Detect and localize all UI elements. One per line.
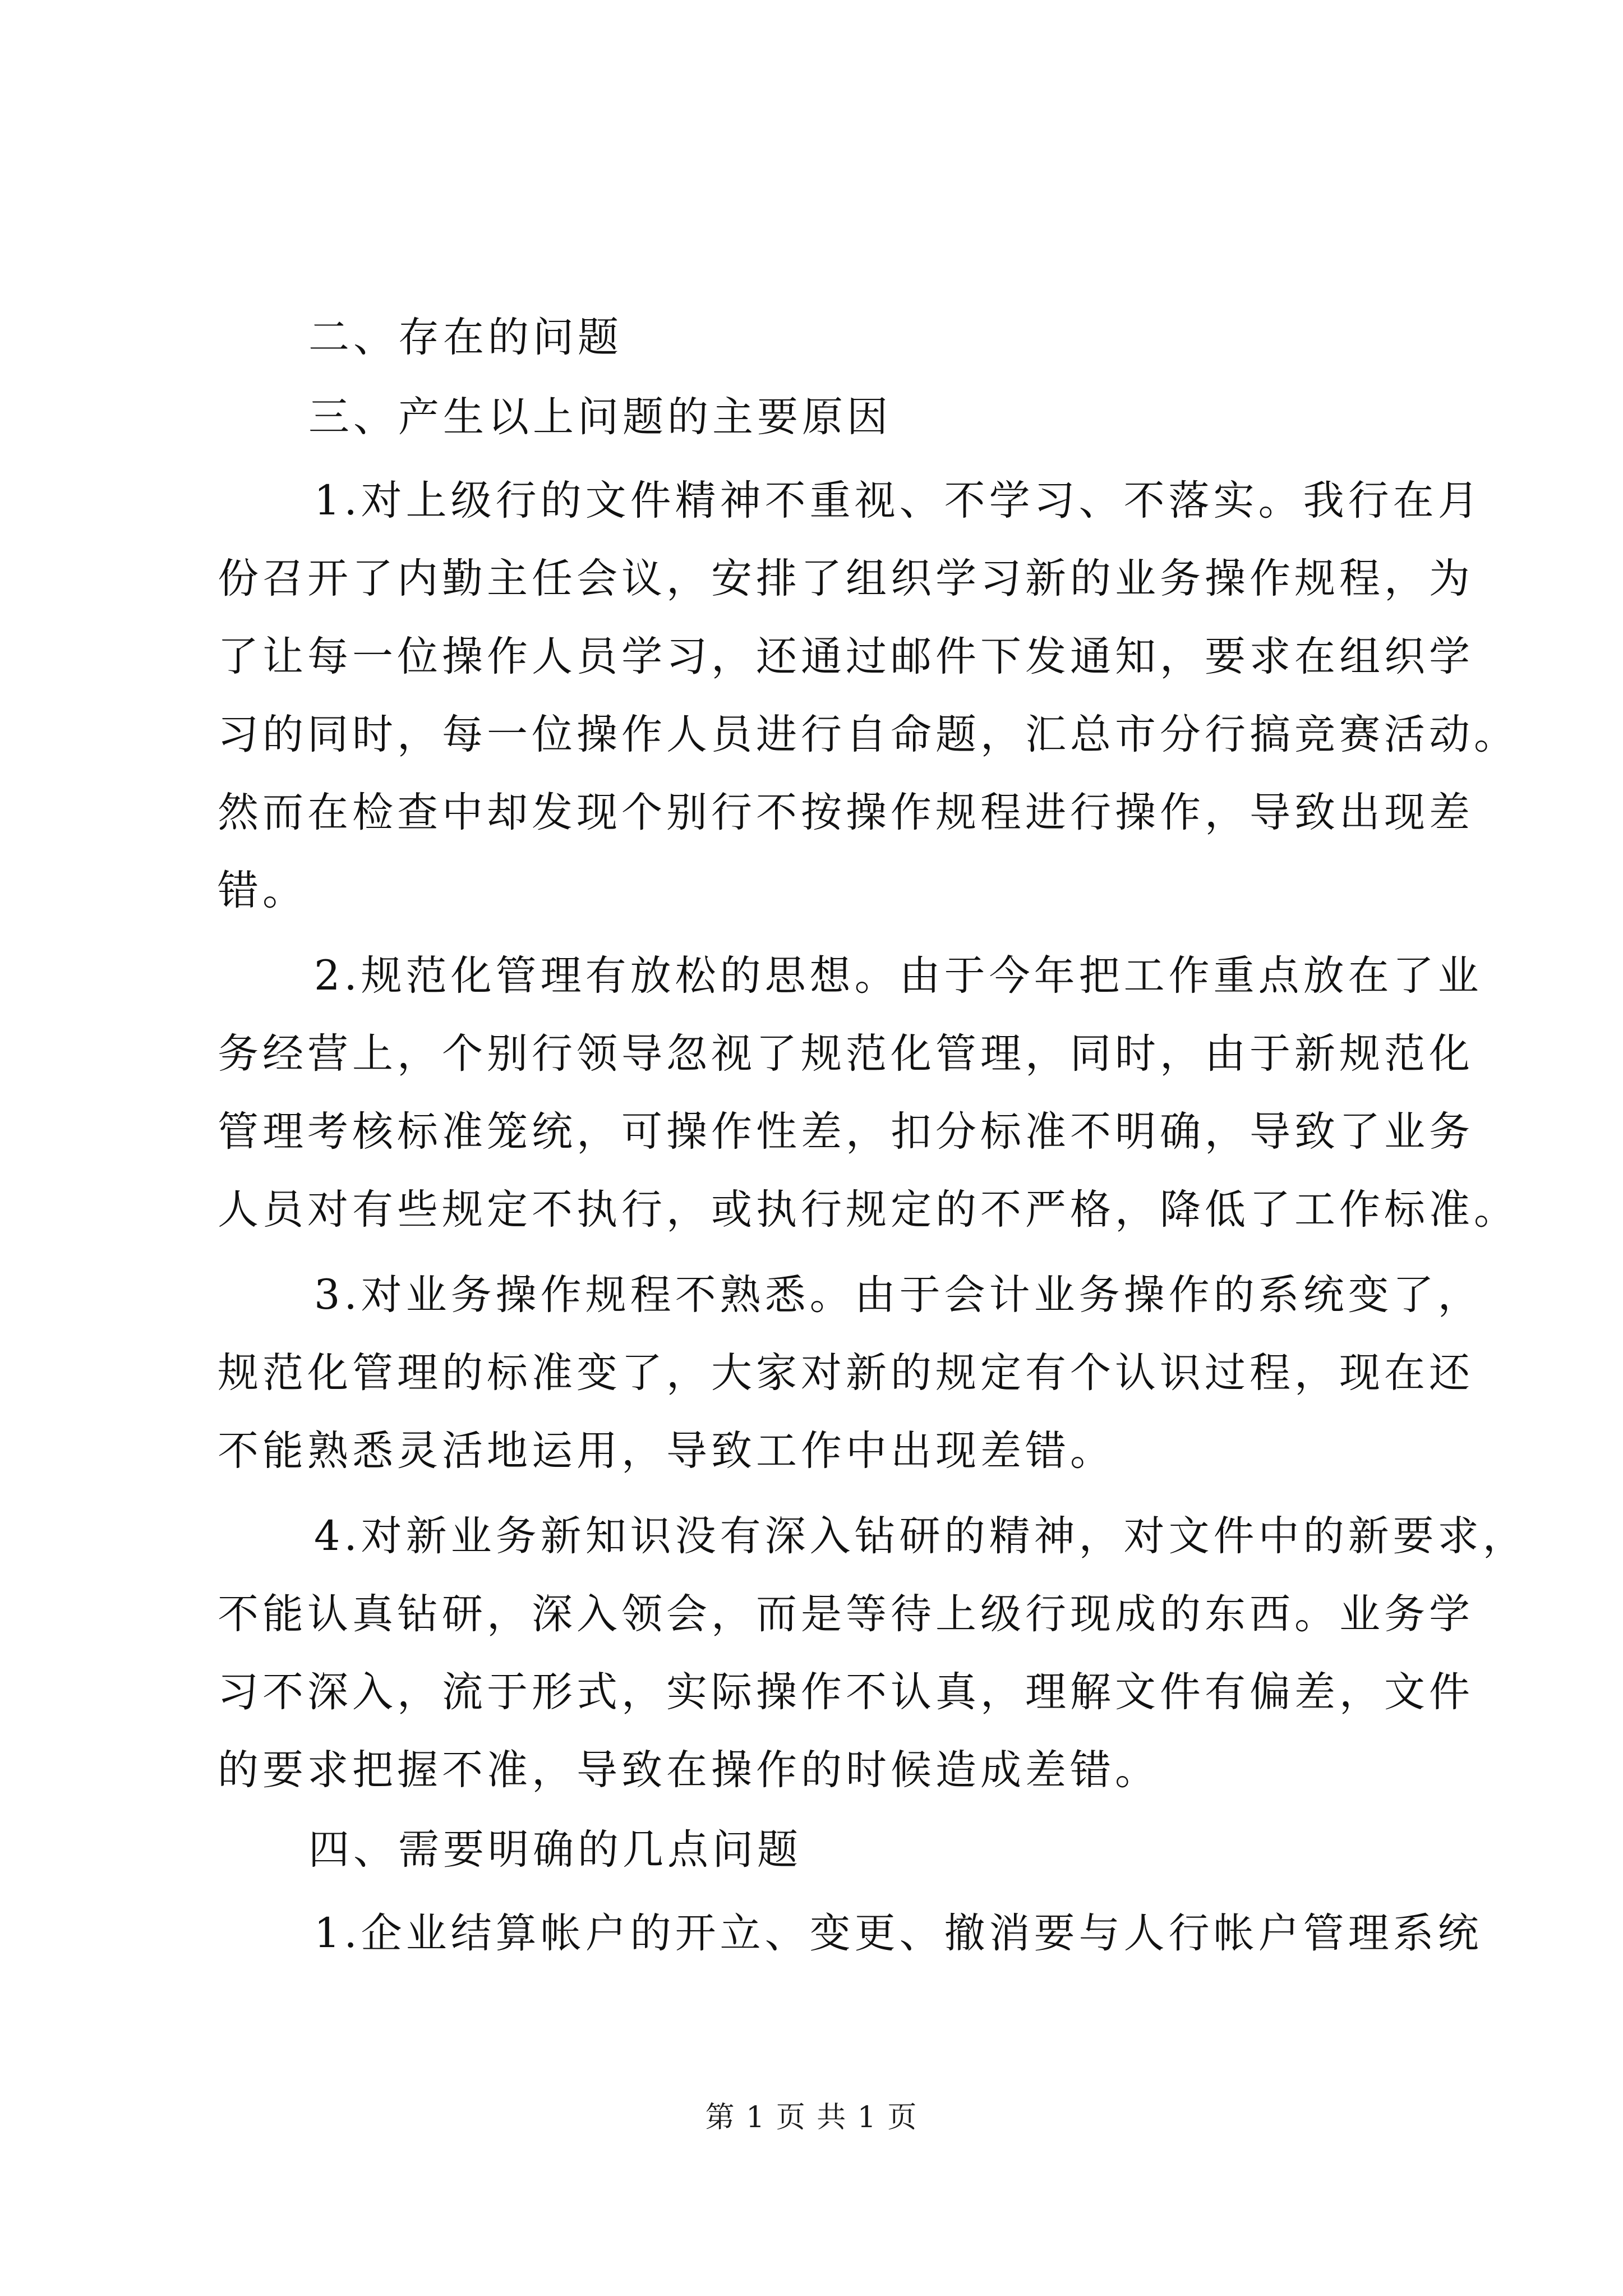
paragraph-1-line-6: 错。 — [218, 867, 307, 914]
paragraph-3-line-2: 规范化管理的标准变了，大家对新的规定有个认识过程，现在还 — [218, 1349, 1474, 1397]
section-heading-3: 三、产生以上问题的主要原因 — [308, 393, 892, 441]
paragraph-4-line-4: 的要求把握不准，导致在操作的时候造成差错。 — [218, 1746, 1160, 1794]
paragraph-2-line-1: 2.规范化管理有放松的思想。由于今年把工作重点放在了业 — [314, 952, 1483, 1000]
section-heading-4: 四、需要明确的几点问题 — [308, 1826, 802, 1874]
paragraph-4-line-1: 4.对新业务新知识没有深入钻研的精神，对文件中的新要求， — [314, 1512, 1528, 1560]
paragraph-3-line-1: 3.对业务操作规程不熟悉。由于会计业务操作的系统变了， — [314, 1271, 1483, 1319]
page-footer: 第 1 页 共 1 页 — [705, 2101, 918, 2134]
paragraph-1-line-5: 然而在检查中却发现个别行不按操作规程进行操作，导致出现差 — [218, 789, 1474, 836]
paragraph-3-line-3: 不能熟悉灵活地运用，导致工作中出现差错。 — [218, 1427, 1115, 1475]
paragraph-1-line-2: 份召开了内勤主任会议，安排了组织学习新的业务操作规程，为 — [218, 555, 1474, 602]
paragraph-1-line-4: 习的同时，每一位操作人员进行自命题，汇总市分行搞竞赛活动。 — [218, 711, 1519, 758]
paragraph-2-line-3: 管理考核标准笼统，可操作性差，扣分标准不明确，导致了业务 — [218, 1108, 1474, 1156]
paragraph-4-line-3: 习不深入，流于形式，实际操作不认真，理解文件有偏差，文件 — [218, 1668, 1474, 1716]
section-heading-2: 二、存在的问题 — [308, 314, 623, 361]
paragraph-1-line-1: 1.对上级行的文件精神不重视、不学习、不落实。我行在月 — [314, 477, 1483, 524]
paragraph-1-line-3: 了让每一位操作人员学习，还通过邮件下发通知，要求在组织学 — [218, 633, 1474, 680]
paragraph-4-line-2: 不能认真钻研，深入领会，而是等待上级行现成的东西。业务学 — [218, 1590, 1474, 1638]
paragraph-2-line-2: 务经营上，个别行领导忽视了规范化管理，同时，由于新规范化 — [218, 1030, 1474, 1078]
paragraph-5-line-1: 1.企业结算帐户的开立、变更、撤消要与人行帐户管理系统 — [314, 1910, 1483, 1957]
paragraph-2-line-4: 人员对有些规定不执行，或执行规定的不严格，降低了工作标准。 — [218, 1186, 1519, 1234]
